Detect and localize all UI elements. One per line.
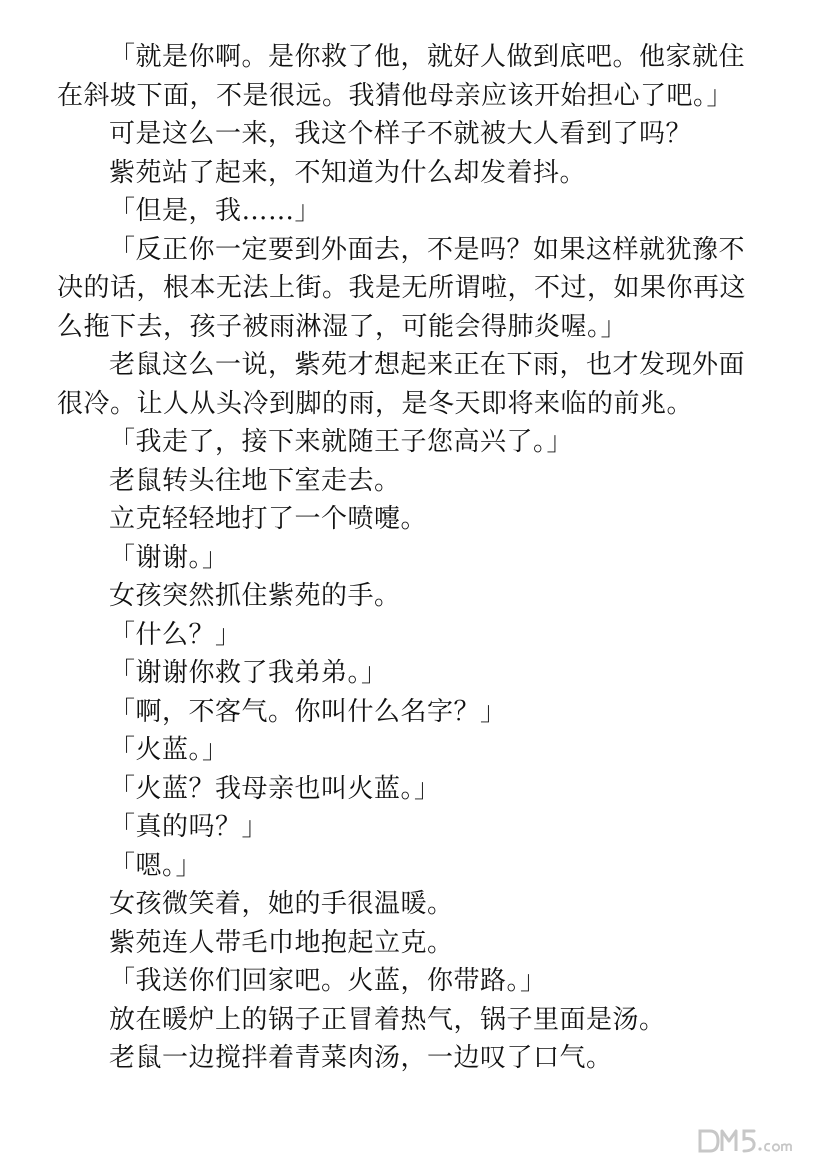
- paragraph: 「火蓝？我母亲也叫火蓝。」: [109, 773, 441, 804]
- paragraph: 「谢谢。」: [109, 542, 229, 573]
- paragraph: 「我走了，接下来就随王子您高兴了。」: [109, 427, 574, 457]
- paragraph: 放在暖炉上的锅子正冒着热气，锅子里面是汤。: [109, 1004, 666, 1035]
- paragraph: 「就是你啊。是你救了他，就好人做到底吧。他家就住在斜坡下面，不是很远。我猜他母亲应该开始担心了吧。」: [57, 42, 746, 111]
- paragraph: 「谢谢你救了我弟弟。」: [109, 658, 388, 688]
- paragraph: 「啊，不客气。你叫什么名字？」: [109, 696, 507, 727]
- paragraph: 「什么？」: [109, 619, 242, 650]
- paragraph: 老鼠转头往地下室走去。: [109, 465, 401, 496]
- paragraph: 女孩突然抓住紫苑的手。: [109, 581, 401, 611]
- text-body: [57, 38, 757, 1078]
- paragraph: 「火蓝。」: [109, 735, 229, 765]
- paragraph: 「但是，我……」: [109, 196, 322, 226]
- watermark-logo: [696, 1121, 806, 1161]
- paragraph: 「我送你们回家吧。火蓝，你带路。」: [109, 966, 547, 996]
- paragraph: 「真的吗？」: [109, 812, 269, 842]
- watermark-graphic: [700, 1131, 791, 1151]
- paragraph: 老鼠这么一说，紫苑才想起来正在下雨，也才发现外面很冷。让人从头冷到脚的雨，是冬天即将来临的前兆。: [57, 350, 746, 419]
- paragraph: 「反正你一定要到外面去，不是吗？如果这样就犹豫不决的话，根本无法上街。我是无所谓啦，不过，如果你再这么拖下去，孩子被雨淋湿了，可能会得肺炎喔。」: [57, 234, 747, 342]
- paragraph: 可是这么一来，我这个样子不就被大人看到了吗？: [109, 119, 693, 149]
- paragraph: 「嗯。」: [109, 850, 203, 881]
- paragraph: 老鼠一边搅拌着青菜肉汤，一边叹了口气。: [109, 1043, 613, 1073]
- paragraph: 立克轻轻地打了一个喷嚏。: [109, 504, 428, 534]
- paragraph: 紫苑连人带毛巾地抱起立克。: [109, 927, 454, 958]
- paragraph: 紫苑站了起来，不知道为什么却发着抖。: [109, 157, 587, 188]
- paragraph: 女孩微笑着，她的手很温暖。: [109, 889, 454, 919]
